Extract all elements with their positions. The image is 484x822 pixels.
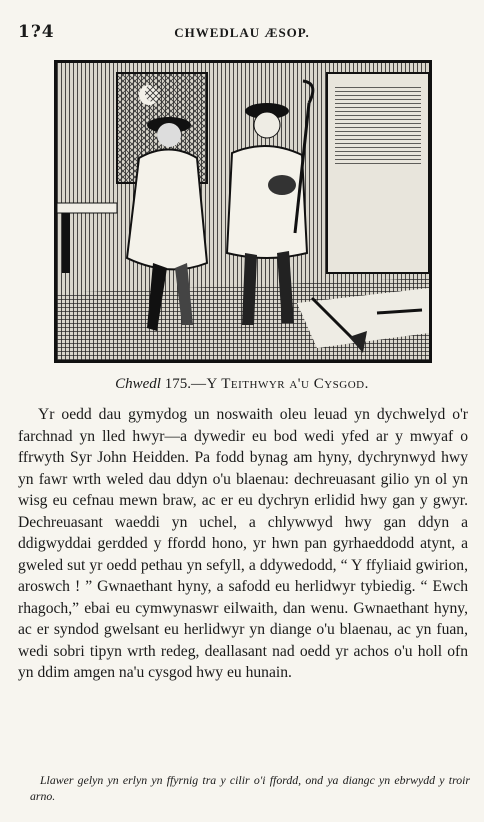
caption-number: 175. <box>164 376 191 392</box>
running-title: CHWEDLAU ÆSOP. <box>174 25 310 40</box>
moral-text: Llawer gelyn yn erlyn yn ffyrnig tra y cilir o'i ffordd, ond ya diangc yn ebrwydd y troir arno. <box>30 773 470 803</box>
page-number: 1?4 <box>18 22 55 42</box>
fable-paragraph: Yr oedd dau gymydog un noswaith oleu leuad yn dychwelyd o'r farchnad yn lled hwyr—a dywedir eu bod wedi yfed ar y mwyaf o ffrwyth Syr John Heidden. Pa fodd bynag am hyny, dychrynwyd hwy yn fawr wrth weled dau ddyn o'u blaenau: dechreuasant gilio yn ol yn wisg eu cefnau mewn braw, ac er eu dychryn erlidid hwy gan y gwyr. Dechreuasant waeddi yn uchel, a chlywwyd hwy gan ddyn a ddigwyddai gerdded y ffordd hono, yr hwn pan gyrhaeddodd atynt, a gweled sut yr oedd pethau yn sefyll, a ddywedodd, “ Y ffyliaid gwirion, aroswch ! ” Gwnaethant hyny, a safodd eu herlidwyr tybiedig. “ Ewch rhagoch,” ebai eu cymwynaswr eilwaith, dan wenu. Gwnaethant hyny, ac er syndod gwelsant eu herlidwyr yn diange o'u blaenau, ac yn fuan, wedi sobri tipyn wrth redeg, deallasant nad oedd yr achos o'u holl ofn yn ddim amgen na'u cysgod hwy eu hunain. <box>18 406 468 681</box>
fable-caption <box>0 376 484 393</box>
woodcut-illustration-two-travellers-icon <box>57 63 429 360</box>
fable-body <box>18 404 468 684</box>
fable-moral <box>30 772 470 804</box>
woodcut-illustration <box>54 60 432 363</box>
caption-label: Chwedl <box>115 376 161 392</box>
caption-title: —Y Teithwyr a'u Cysgod. <box>190 376 369 392</box>
